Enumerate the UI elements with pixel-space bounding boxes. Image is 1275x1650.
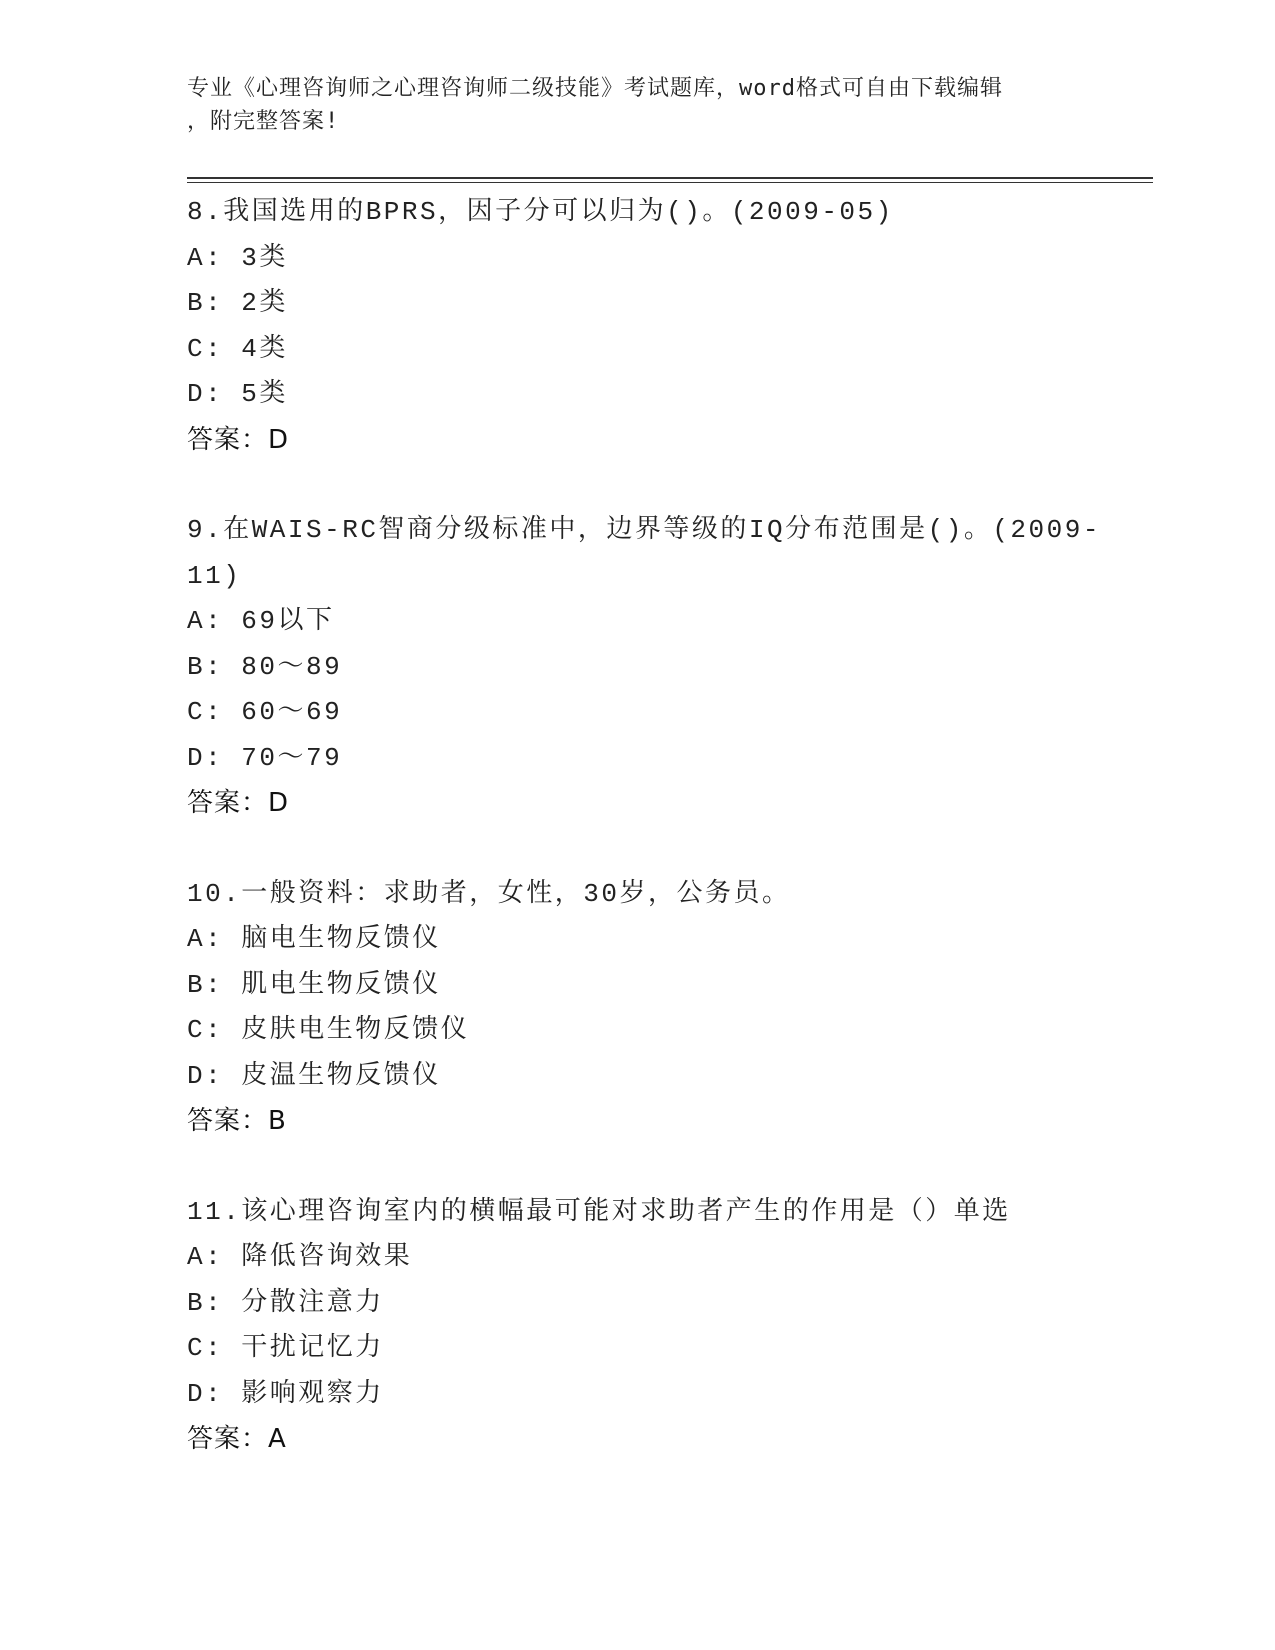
option-a: A: 3类 (187, 242, 288, 273)
question-10 (187, 872, 1087, 1145)
question-spacer (187, 827, 1087, 872)
answer-label: 答案：B (187, 1106, 287, 1136)
option-d: D: 影响观察力 (187, 1378, 384, 1409)
option-b: B: 肌电生物反馈仪 (187, 969, 441, 1000)
option-a: A: 69以下 (187, 606, 335, 636)
option-c: C: 皮肤电生物反馈仪 (187, 1015, 470, 1045)
header-line-1: 专业《心理咨询师之心理咨询师二级技能》考试题库，word格式可自由下载编辑 (187, 76, 1003, 101)
question-text (187, 1190, 1087, 1236)
question-spacer (187, 1145, 1087, 1190)
answer-label: 答案：D (187, 424, 290, 455)
option-c: C: 干扰记忆力 (187, 1333, 384, 1363)
option-a: A: 脑电生物反馈仪 (187, 924, 441, 954)
question-text (187, 190, 1087, 236)
option-d: D: 5类 (187, 379, 288, 409)
question-text-line: 9.在WAIS-RC智商分级标准中，边界等级的IQ分布范围是()。(2009- (187, 515, 1101, 545)
answer-label: 答案：A (187, 1424, 287, 1454)
question-spacer (187, 463, 1087, 508)
question-text-line: 11.该心理咨询室内的横幅最可能对求助者产生的作用是（）单选 (187, 1196, 1011, 1227)
header-line-2: ，附完整答案! (187, 109, 340, 134)
header-divider-thin (187, 182, 1153, 183)
option-d: D: 70～79 (187, 742, 343, 773)
option-b: B: 分散注意力 (187, 1287, 384, 1318)
document-header (187, 72, 1067, 138)
option-a: A: 降低咨询效果 (187, 1242, 413, 1272)
option-c: C: 4类 (187, 333, 288, 364)
option-b: B: 2类 (187, 288, 288, 318)
question-9 (187, 508, 1101, 827)
option-c: C: 60～69 (187, 697, 343, 727)
question-text-line: 8.我国选用的BPRS，因子分可以归为()。(2009-05) (187, 197, 894, 227)
option-d: D: 皮温生物反馈仪 (187, 1060, 441, 1091)
header-divider-thick (187, 177, 1153, 179)
question-text-line: 10.一般资料：求助者，女性，30岁，公务员。 (187, 878, 791, 909)
question-text (187, 508, 1101, 599)
answer-label: 答案：D (187, 788, 290, 818)
question-11 (187, 1190, 1087, 1463)
question-list (187, 190, 1101, 1463)
question-8 (187, 190, 1087, 463)
question-text-line: 11) (187, 560, 242, 591)
option-b: B: 80～89 (187, 651, 343, 682)
question-text (187, 872, 1087, 918)
